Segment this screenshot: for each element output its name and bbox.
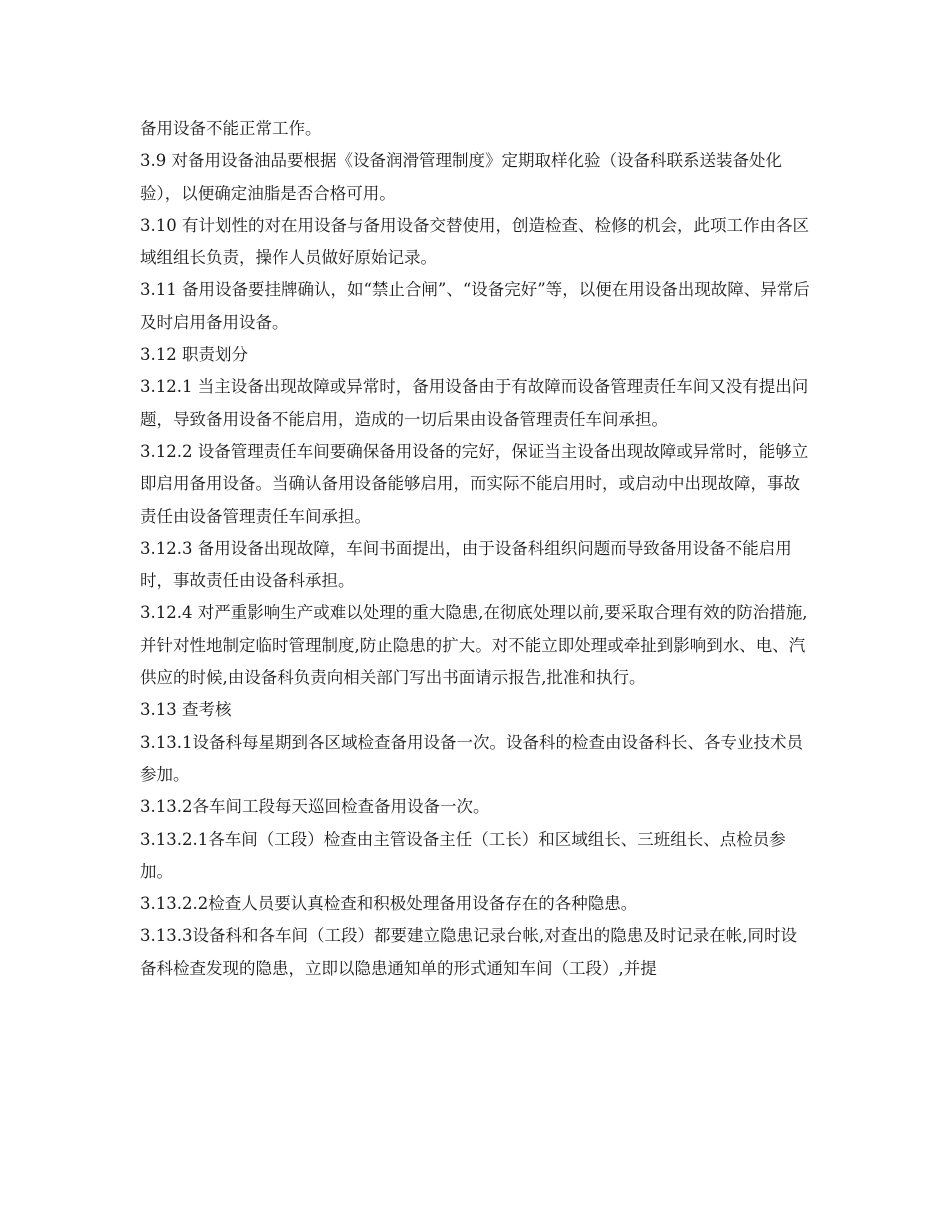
paragraph-3-11: 3.11 备用设备要挂牌确认，如“禁止合闸”、“设备完好”等，以便在用设备出现故障、异常后及时启用备用设备。 [140,280,810,332]
paragraph-3-13-3: 3.13.3设备科和各车间（工段）都要建立隐患记录台帐,对查出的隐患及时记录在帐,同时设备科检查发现的隐患，立即以隐患通知单的形式通知车间（工段）,并提 [140,926,797,978]
document-body [140,113,812,985]
paragraph-3-13-2-2: 3.13.2.2检查人员要认真检查和积极处理备用设备存在的各种隐患。 [140,894,638,914]
paragraph-3-12-3: 3.12.3 备用设备出现故障，车间书面提出，由于设备科组织问题而导致备用设备不能启用时，事故责任由设备科承担。 [140,538,792,591]
paragraph-3-10: 3.10 有计划性的对在用设备与备用设备交替使用，创造检查、检修的机会，此项工作由各区域组组长负责，操作人员做好原始记录。 [140,215,809,268]
paragraph-3-13-1: 3.13.1设备科每星期到各区域检查备用设备一次。设备科的检查由设备科长、各专业技术员参加。 [140,732,803,784]
section-heading-3-12: 3.12 职责划分 [140,345,248,365]
paragraph-continuation: 备用设备不能正常工作。 [140,119,322,138]
paragraph-3-12-2: 3.12.2 设备管理责任车间要确保备用设备的完好，保证当主设备出现故障或异常时，能够立即启用备用设备。当确认备用设备能够启用，而实际不能启用时，或启动中出现故障，事故责任由设备管理责任车间承担。 [140,441,809,526]
paragraph-3-12-1: 3.12.1 当主设备出现故障或异常时，备用设备由于有故障而设备管理责任车间又没有提出问题，导致备用设备不能启用，造成的一切后果由设备管理责任车间承担。 [140,377,809,429]
paragraph-3-12-4: 3.12.4 对严重影响生产或难以处理的重大隐患,在彻底处理以前,要采取合理有效的防治措施,并针对性地制定临时管理制度,防止隐患的扩大。对不能立即处理或牵扯到影响到水、电、汽供应的时候,由设备科负责向相关部门写出书面请示报告,批准和执行。 [140,603,808,688]
paragraph-3-13-2: 3.13.2各车间工段每天巡回检查备用设备一次。 [140,797,490,817]
section-heading-3-13: 3.13 查考核 [140,700,232,720]
paragraph-3-9: 3.9 对备用设备油品要根据《设备润滑管理制度》定期取样化验（设备科联系送装备处化验），以便确定油脂是否合格可用。 [140,151,782,203]
paragraph-3-13-2-1: 3.13.2.1各车间（工段）检查由主管设备主任（工长）和区域组长、三班组长、点检员参加。 [140,829,786,881]
